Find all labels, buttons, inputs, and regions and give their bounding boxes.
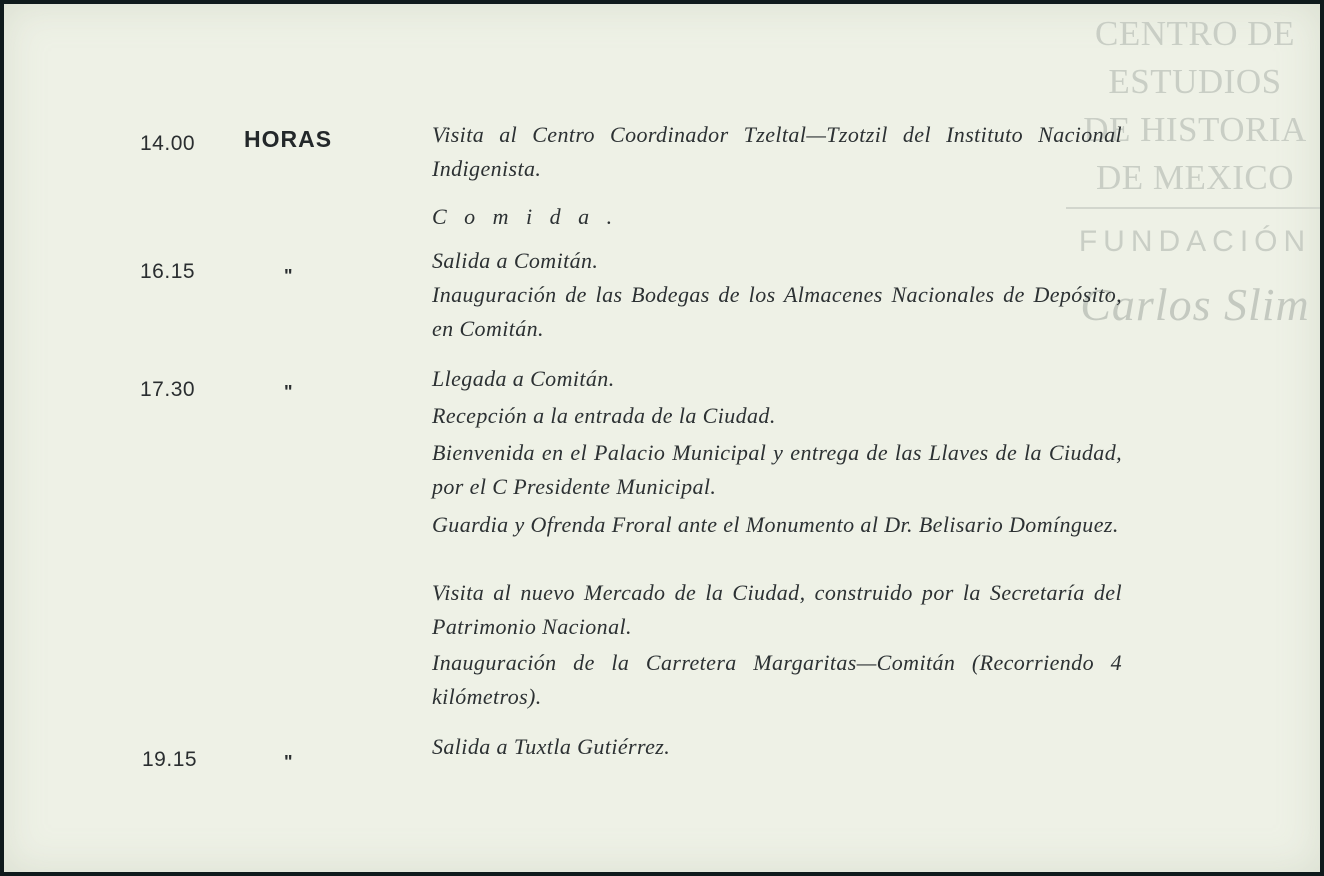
- activity-item: Recepción a la entrada de la Ciudad.: [432, 403, 776, 428]
- document-page: [4, 4, 1320, 872]
- time-1730: 17.30: [140, 378, 196, 401]
- activity-item: Salida a Comitán.: [432, 248, 599, 273]
- time-1615: 16.15: [140, 260, 196, 283]
- ditto-mark: ": [284, 266, 293, 286]
- ditto-mark: ": [284, 382, 293, 402]
- watermark-line: DE HISTORIA: [1083, 110, 1307, 149]
- activity-item: Salida a Tuxtla Gutiérrez.: [432, 734, 671, 759]
- time-1915: 19.15: [142, 748, 198, 771]
- ditto-mark: ": [284, 752, 293, 772]
- time-1400: 14.00: [140, 132, 196, 155]
- activity-item: Bienvenida en el Palacio Municipal y entrega de las Llaves de la Ciudad, por el C Presidente Municipal.: [432, 440, 1122, 499]
- watermark-line: CENTRO DE: [1095, 14, 1295, 53]
- watermark-line: DE MEXICO: [1096, 158, 1294, 197]
- watermark-foundation: FUNDACIÓN: [1078, 225, 1312, 258]
- watermark-line: ESTUDIOS: [1108, 62, 1282, 101]
- activity-item: Inauguración de la Carretera Margaritas—Comitán (Recorriendo 4 kilómetros).: [432, 650, 1122, 709]
- activity-item: C o m i d a .: [432, 204, 619, 229]
- watermark-signature: Carlos Slim: [1080, 279, 1310, 330]
- activity-item: Guardia y Ofrenda Froral ante el Monumento al Dr. Belisario Domínguez.: [432, 512, 1119, 537]
- activity-item: Visita al nuevo Mercado de la Ciudad, construido por la Secretaría del Patrimonio Nacional.: [432, 580, 1122, 639]
- unit-label: HORAS: [244, 126, 333, 152]
- activity-item: Llegada a Comitán.: [432, 366, 615, 391]
- activity-item: Visita al Centro Coordinador Tzeltal—Tzotzil del Instituto Nacional Indigenista.: [432, 122, 1122, 181]
- activity-item: Inauguración de las Bodegas de los Almacenes Nacionales de Depósito, en Comitán.: [432, 282, 1122, 341]
